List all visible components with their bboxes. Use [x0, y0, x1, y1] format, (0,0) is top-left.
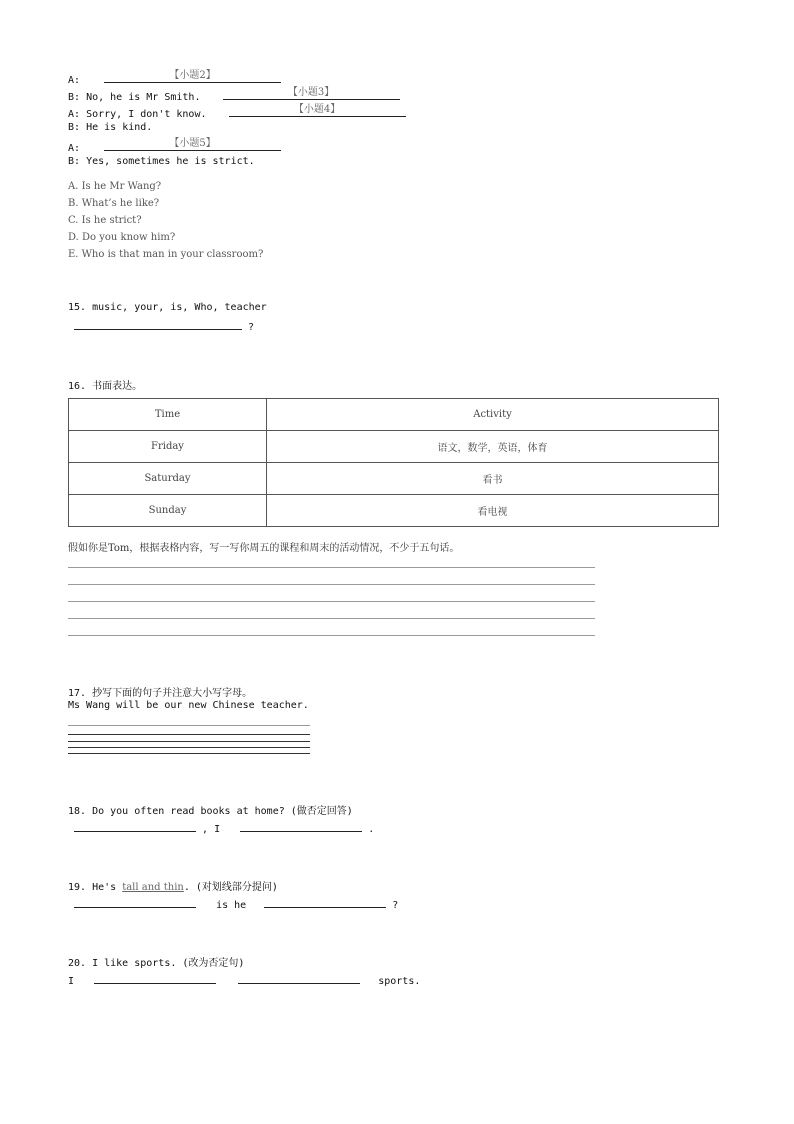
answer-blank[interactable]: [94, 972, 216, 984]
question-20-prompt: 20. I like sports. (改为否定句): [68, 958, 245, 969]
copy-writing-line[interactable]: [68, 725, 310, 726]
answer-end: sports.: [378, 976, 421, 987]
prompt-prefix: 19. He's: [68, 882, 117, 893]
dialogue-line-2: [68, 88, 400, 103]
question-17-prompt: 17. 抄写下面的句子并注意大小写字母。: [68, 688, 253, 699]
dialogue-line-5: [68, 139, 281, 154]
dialogue-text: He is kind.: [86, 122, 153, 133]
answer-blank[interactable]: [74, 820, 196, 832]
table-cell: 语文，数学，英语，体育: [267, 431, 719, 463]
table-cell: 看电视: [267, 495, 719, 527]
speaker-label: B:: [68, 122, 81, 133]
answer-blank-4[interactable]: [229, 105, 406, 117]
speaker-label: A:: [68, 109, 81, 120]
copy-writing-line[interactable]: [68, 747, 310, 748]
writing-line[interactable]: [68, 567, 595, 568]
question-20-answer: [68, 972, 420, 987]
table-header-cell: Time: [69, 399, 267, 431]
underlined-phrase: tall and thin: [122, 882, 184, 893]
writing-line[interactable]: [68, 618, 595, 619]
table-row: [69, 463, 719, 495]
copy-writing-line[interactable]: [68, 741, 310, 742]
subquestion-ref-3: 【小题3】: [287, 87, 335, 98]
answer-blank-5[interactable]: [104, 139, 281, 151]
dialogue-line-4: [68, 122, 152, 133]
answer-connector: , I: [202, 824, 221, 835]
table-row: [69, 431, 719, 463]
subquestion-ref-5: 【小题5】: [169, 138, 216, 149]
writing-line[interactable]: [68, 584, 595, 585]
table-header-row: [69, 399, 719, 431]
schedule-table: [68, 398, 719, 527]
question-mark: ?: [392, 900, 399, 911]
speaker-label: B:: [68, 92, 81, 103]
answer-blank-2[interactable]: [104, 71, 281, 83]
answer-blank[interactable]: [74, 896, 196, 908]
table-cell: Sunday: [69, 495, 267, 527]
copy-sentence: Ms Wang will be our new Chinese teacher.: [68, 700, 309, 711]
subquestion-ref-2: 【小题2】: [169, 70, 216, 81]
speaker-label: A:: [68, 75, 81, 86]
table-header-cell: Activity: [267, 399, 719, 431]
copy-writing-line[interactable]: [68, 734, 310, 735]
option-a: A. Is he Mr Wang?: [68, 181, 162, 192]
writing-instruction: 假如你是Tom，根据表格内容，写一写你周五的课程和周末的活动情况，不少于五句话。: [68, 543, 460, 554]
writing-line[interactable]: [68, 635, 595, 636]
dialogue-text: Yes, sometimes he is strict.: [86, 156, 255, 167]
dialogue-text: No, he is Mr Smith.: [86, 92, 201, 103]
copy-writing-line[interactable]: [68, 753, 310, 754]
question-15-prompt: 15. music, your, is, Who, teacher: [68, 302, 267, 313]
answer-connector: is he: [216, 900, 247, 911]
dialogue-line-3: [68, 105, 406, 120]
table-cell: Friday: [69, 431, 267, 463]
table-row: [69, 495, 719, 527]
question-15-answer: [74, 318, 254, 333]
answer-blank-3[interactable]: [223, 88, 400, 100]
option-b: B. What’s he like?: [68, 198, 160, 209]
subquestion-ref-4: 【小题4】: [293, 104, 341, 115]
answer-blank[interactable]: [264, 896, 386, 908]
question-19-prompt: [68, 878, 278, 893]
option-e: E. Who is that man in your classroom?: [68, 249, 264, 260]
answer-start: I: [68, 976, 75, 987]
question-mark: ?: [248, 322, 255, 333]
dialogue-line-1: [68, 71, 281, 86]
table-cell: 看书: [267, 463, 719, 495]
speaker-label: B:: [68, 156, 81, 167]
option-d: D. Do you know him?: [68, 232, 176, 243]
dialogue-text: Sorry, I don't know.: [86, 109, 207, 120]
speaker-label: A:: [68, 143, 81, 154]
dialogue-line-6: [68, 156, 255, 167]
question-18-prompt: 18. Do you often read books at home? (做否定回答): [68, 806, 353, 817]
prompt-suffix: . (对划线部分提问): [183, 882, 278, 893]
answer-blank[interactable]: [240, 820, 362, 832]
question-16-prompt: 16. 书面表达。: [68, 381, 143, 392]
writing-line[interactable]: [68, 601, 595, 602]
answer-blank[interactable]: [238, 972, 360, 984]
option-c: C. Is he strict?: [68, 215, 142, 226]
period: .: [368, 824, 375, 835]
question-19-answer: [74, 896, 398, 911]
table-cell: Saturday: [69, 463, 267, 495]
question-18-answer: [74, 820, 374, 835]
answer-blank[interactable]: [74, 318, 242, 330]
